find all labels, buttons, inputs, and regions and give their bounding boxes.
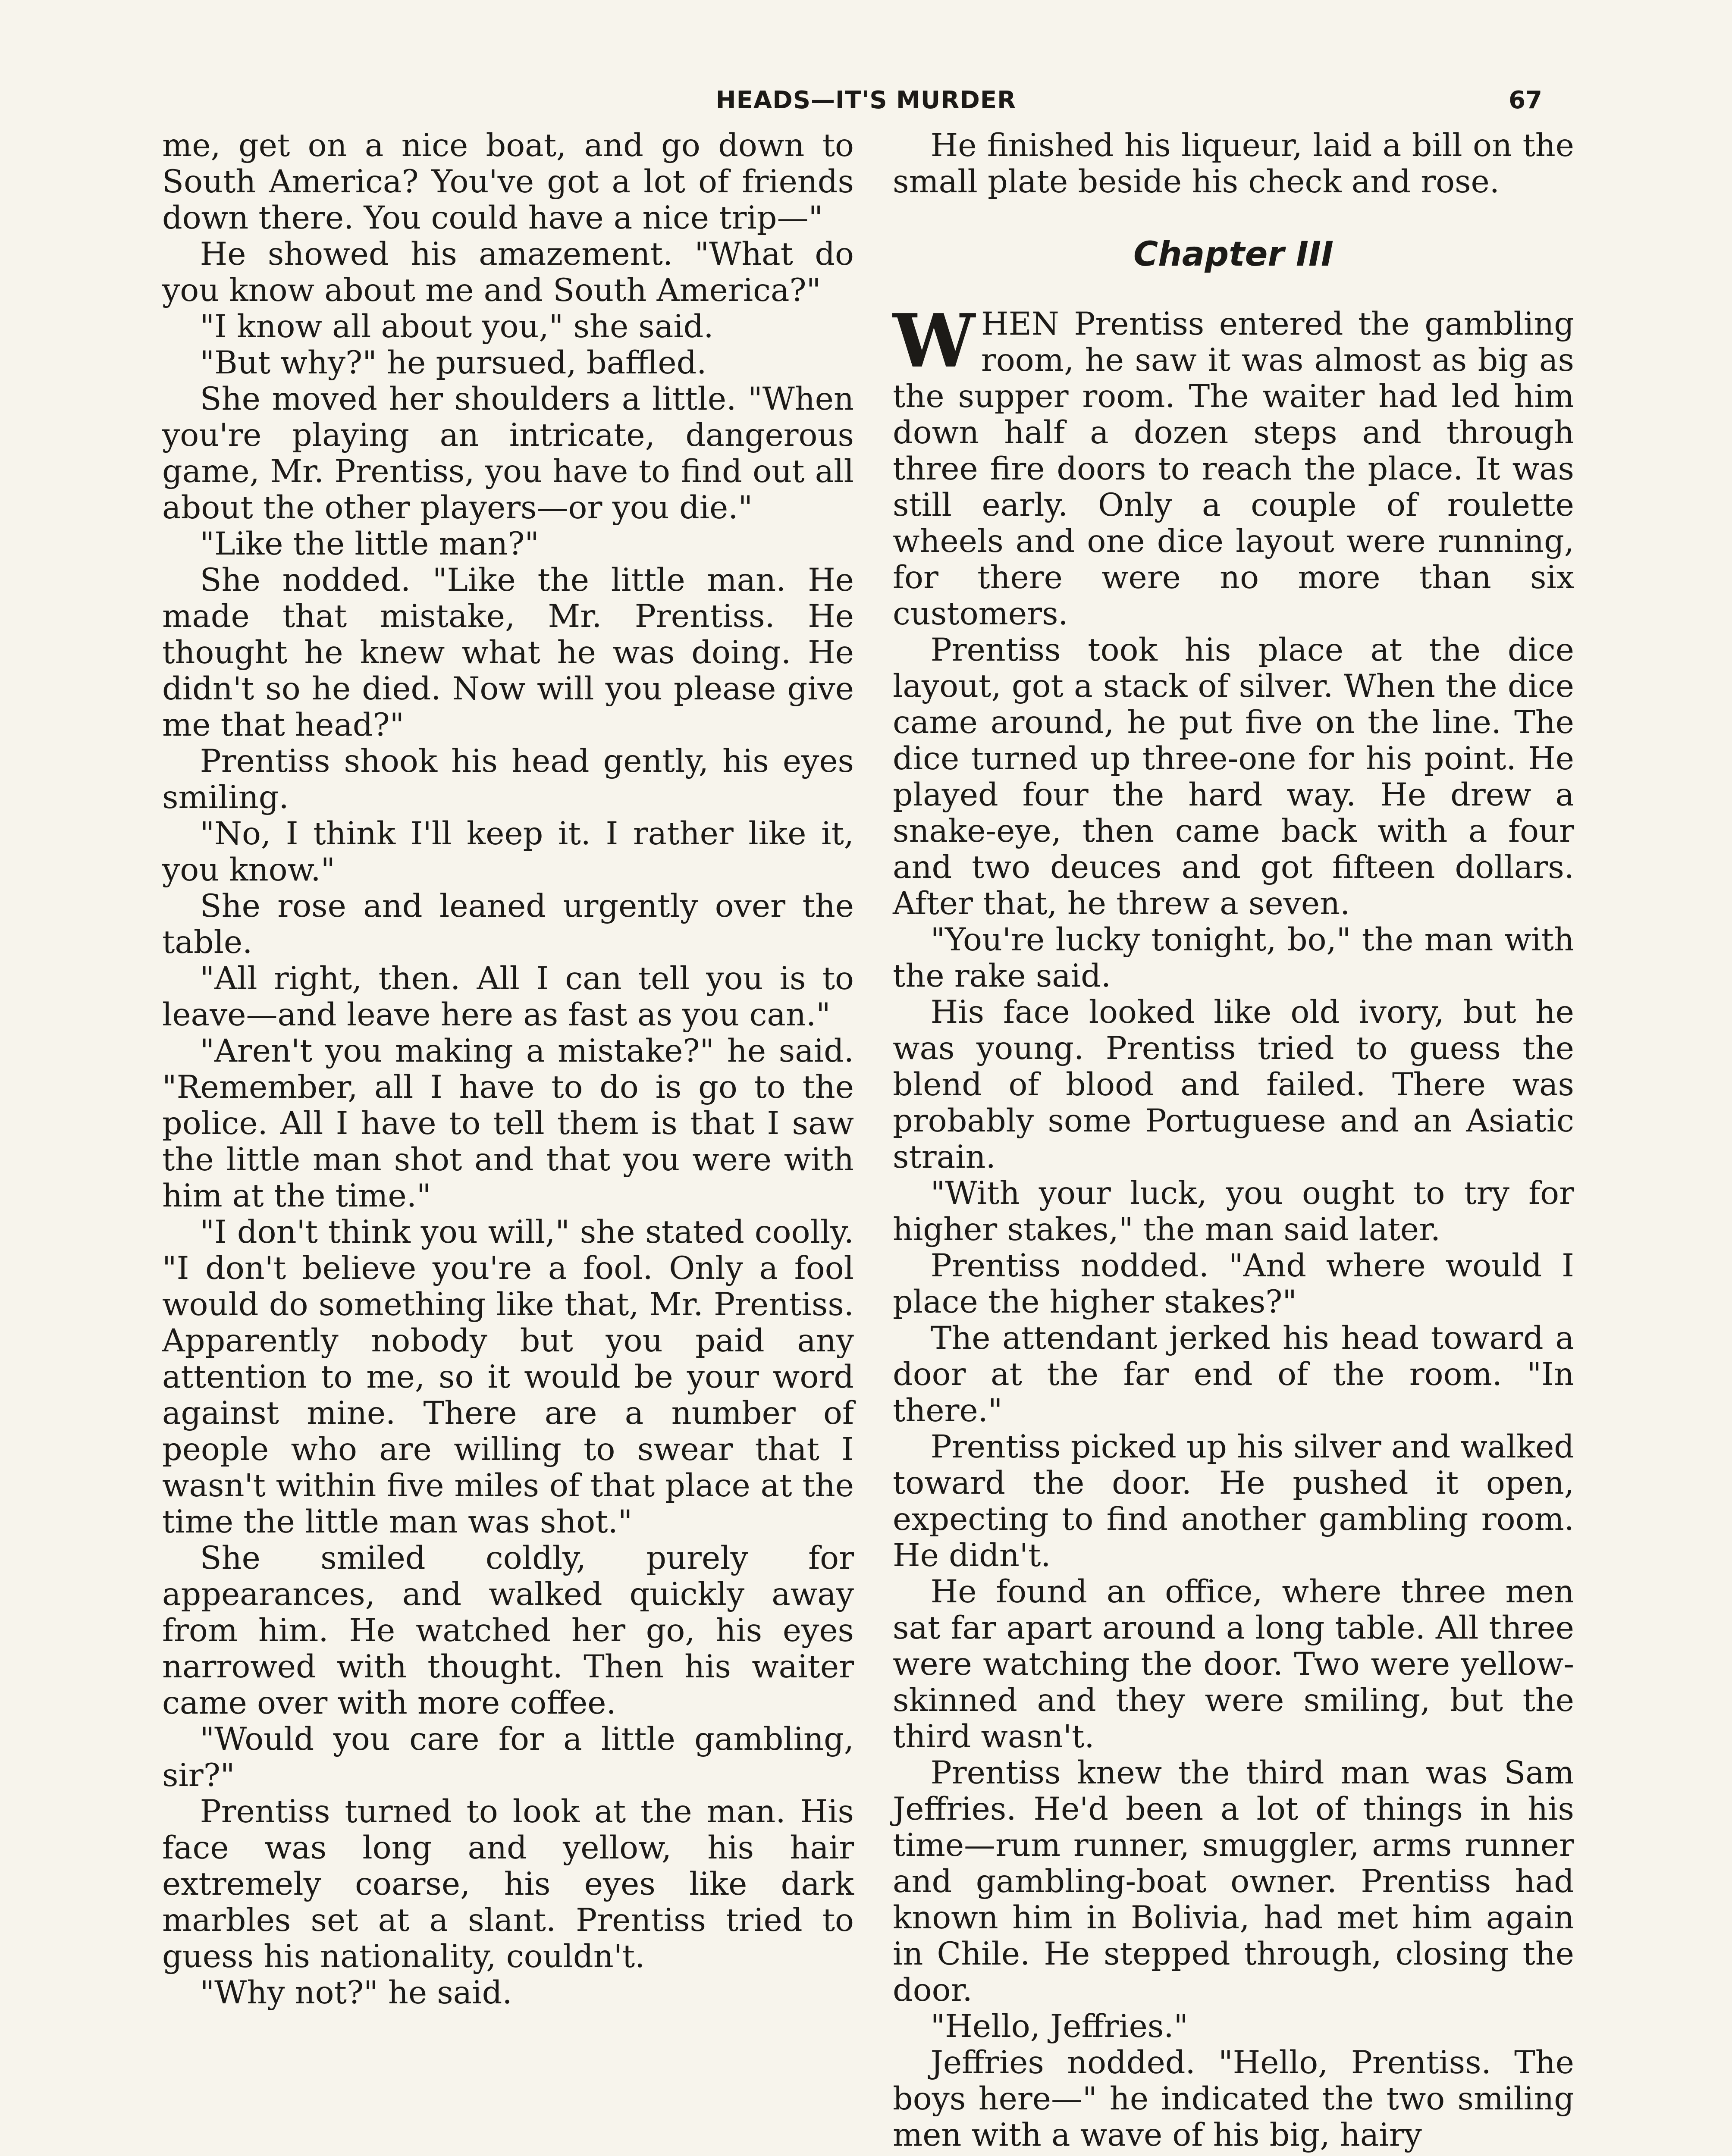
drop-cap: W bbox=[893, 298, 975, 384]
paragraph: me, get on a nice boat, and go down to South America? You've got a lot of friends down there. You could have a nice trip—" bbox=[162, 127, 854, 236]
paragraph: "Would you care for a little gambling, sir?" bbox=[162, 1721, 854, 1794]
page-header bbox=[0, 86, 1732, 121]
running-title: HEADS—IT'S MURDER bbox=[715, 86, 1017, 114]
paragraph: He finished his liqueur, laid a bill on the small plate beside his check and rose. bbox=[893, 127, 1574, 200]
paragraph: His face looked like old ivory, but he was young. Prentiss tried to guess the blend of blood and failed. There was probably some Portuguese and an Asiatic strain. bbox=[893, 994, 1574, 1175]
paragraph: "I know all about you," she said. bbox=[200, 308, 714, 345]
paragraph: Jeffries nodded. "Hello, Prentiss. The boys here—" he indicated the two smiling men with a wave of his big, hairy bbox=[893, 2044, 1574, 2153]
paragraph: He showed his amazement. "What do you know about me and South America?" bbox=[162, 236, 854, 309]
paragraph: "All right, then. All I can tell you is to leave—and leave here as fast as you can." bbox=[162, 960, 854, 1033]
paragraph: "No, I think I'll keep it. I rather like it, you know." bbox=[162, 815, 854, 888]
paragraph: "With your luck, you ought to try for higher stakes," the man said later. bbox=[893, 1175, 1574, 1248]
paragraph: Prentiss turned to look at the man. His face was long and yellow, his hair extremely coarse, his eyes like dark marbles set at a slant. Prentiss tried to guess his nationality, couldn't. bbox=[162, 1793, 854, 1975]
chapter-opening-paragraph bbox=[893, 298, 1574, 632]
paragraph: "You're lucky tonight, bo," the man with the rake said. bbox=[893, 921, 1574, 994]
paragraph: She smiled coldly, purely for appearances, and walked quickly away from him. He watched her go, his eyes narrowed with thought. Then his waiter came over with more coffee. bbox=[162, 1540, 854, 1721]
chapter-heading: Chapter III bbox=[1133, 235, 1334, 274]
paragraph: Prentiss shook his head gently, his eyes smiling. bbox=[162, 743, 854, 816]
paragraph: "Aren't you making a mistake?" he said. "Remember, all I have to do is go to the police. All I have to tell them is that I saw the little man shot and that you were with him at the time." bbox=[162, 1033, 854, 1214]
paragraph: She rose and leaned urgently over the table. bbox=[162, 888, 854, 961]
paragraph: "Hello, Jeffries." bbox=[930, 2008, 1189, 2045]
paragraph: Prentiss nodded. "And where would I place the higher stakes?" bbox=[893, 1247, 1574, 1320]
paragraph: "Why not?" he said. bbox=[200, 1974, 512, 2011]
paragraph: Prentiss picked up his silver and walked toward the door. He pushed it open, expecting to find another gambling room. He didn't. bbox=[893, 1429, 1574, 1574]
page-number: 67 bbox=[1509, 86, 1542, 114]
paragraph: "But why?" he pursued, baffled. bbox=[200, 345, 707, 381]
paragraph: Prentiss took his place at the dice layout, got a stack of silver. When the dice came around, he put five on the line. The dice turned up three-one for his point. He played four the hard way. He drew a snake-eye, then came back with a four and two deuces and got fifteen dollars. After that, he threw a seven. bbox=[893, 632, 1574, 922]
right-column bbox=[893, 128, 1574, 2153]
chapter-opening-text: HEN Prentiss entered the gambling room, he saw it was almost as big as the supper room. The waiter had led him down half a dozen steps and through three fire doors to reach the place. It was still early. Only a couple of roulette wheels and one dice layout were running, for there were no more than six customers. bbox=[893, 306, 1574, 632]
paragraph: She moved her shoulders a little. "When you're playing an intricate, dangerous game, Mr. Prentiss, you have to find out all about the other players—or you die." bbox=[162, 381, 854, 526]
paragraph: "I don't think you will," she stated coolly. "I don't believe you're a fool. Only a fool would do something like that, Mr. Prentiss. Apparently nobody but you paid any attention to me, so it would be your word against mine. There are a number of people who are willing to swear that I wasn't within five miles of that place at the time the little man was shot." bbox=[162, 1214, 854, 1540]
paragraph: She nodded. "Like the little man. He made that mistake, Mr. Prentiss. He thought he knew what he was doing. He didn't so he died. Now will you please give me that head?" bbox=[162, 562, 854, 743]
left-column bbox=[162, 128, 854, 2011]
paragraph: "Like the little man?" bbox=[200, 526, 539, 562]
paragraph: Prentiss knew the third man was Sam Jeffries. He'd been a lot of things in his time—rum runner, smuggler, arms runner and gambling-boat owner. Prentiss had known him in Bolivia, had met him again in Chile. He stepped through, closing the door. bbox=[893, 1755, 1574, 2009]
paragraph: He found an office, where three men sat far apart around a long table. All three were watching the door. Two were yellow-skinned and they were smiling, but the third wasn't. bbox=[893, 1573, 1574, 1755]
paragraph: The attendant jerked his head toward a door at the far end of the room. "In there." bbox=[893, 1320, 1574, 1429]
